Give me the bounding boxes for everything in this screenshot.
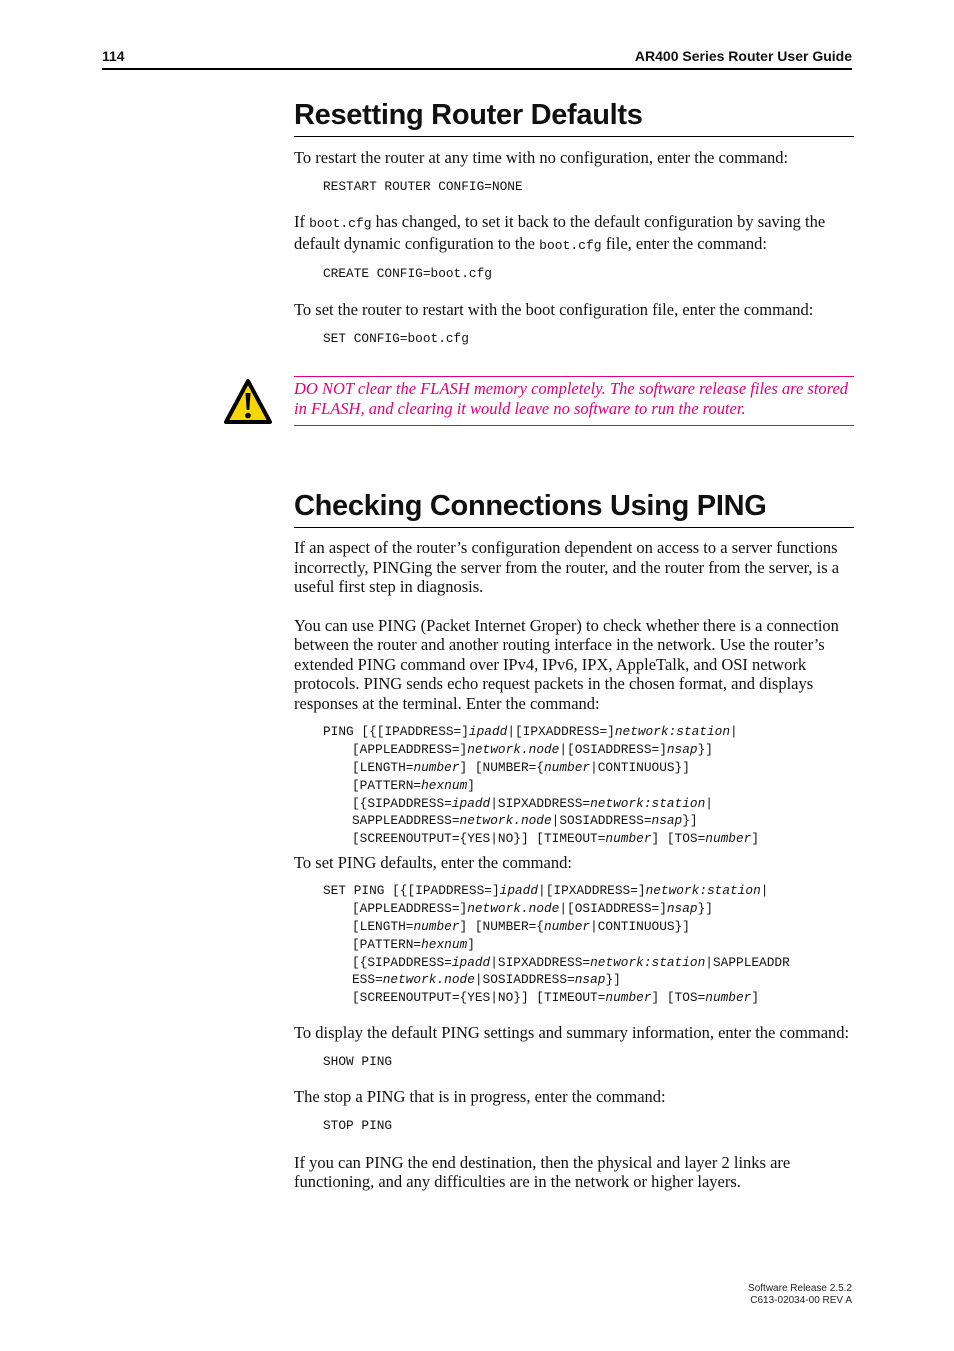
command-line: SET CONFIG=boot.cfg — [323, 330, 469, 346]
syntax-keyword: ] — [467, 777, 475, 793]
syntax-line — [323, 830, 854, 848]
software-release: Software Release 2.5.2 — [748, 1283, 852, 1294]
guide-title: AR400 Series Router User Guide — [634, 48, 852, 64]
filename-code: boot.cfg — [539, 237, 602, 253]
document-id: C613-02034-00 REV A — [750, 1295, 852, 1306]
syntax-keyword: ] [TOS= — [651, 990, 706, 1006]
syntax-parameter: hexnum — [421, 936, 468, 952]
syntax-parameter: number — [413, 759, 460, 775]
syntax-parameter: network:station — [590, 795, 706, 811]
syntax-parameter: network.node — [459, 813, 552, 829]
syntax-keyword: [{SIPADDRESS= — [352, 795, 452, 811]
syntax-keyword: ] [NUMBER={ — [459, 759, 544, 775]
syntax-keyword: }] — [697, 901, 713, 917]
page-footer — [748, 1283, 852, 1307]
syntax-parameter: number — [705, 831, 752, 847]
paragraph: To set the router to restart with the boot configuration file, enter the command: — [294, 300, 814, 320]
filename-code: boot.cfg — [309, 216, 372, 232]
command-line: RESTART ROUTER CONFIG=NONE — [323, 178, 523, 194]
syntax-parameter: nsap — [651, 813, 683, 829]
syntax-keyword: | — [730, 724, 738, 740]
syntax-keyword: [APPLEADDRESS=] — [352, 742, 468, 758]
syntax-keyword: |SOSIADDRESS= — [551, 813, 652, 829]
syntax-keyword: | — [760, 883, 769, 899]
syntax-keyword: |CONTINUOUS}] — [590, 759, 690, 775]
syntax-parameter: hexnum — [421, 777, 468, 793]
warning-text: DO NOT clear the FLASH memory completely. The software release files are stored in FLASH, and clearing it would leave no software to run the router. — [294, 379, 849, 418]
command-line: STOP PING — [323, 1117, 393, 1133]
syntax-parameter: ipadd — [499, 883, 539, 899]
paragraph: The stop a PING that is in progress, enter the command: — [294, 1087, 666, 1107]
syntax-keyword: ] — [467, 936, 475, 952]
syntax-line — [323, 954, 854, 972]
syntax-keyword: |SIPXADDRESS= — [490, 954, 591, 970]
syntax-parameter: number — [605, 831, 652, 847]
paragraph: If you can PING the end destination, then the physical and layer 2 links are functioning, and any difficulties are in the network or higher layers. — [294, 1152, 791, 1192]
syntax-keyword: |[OSIADDRESS=] — [559, 742, 667, 758]
syntax-keyword: | — [705, 795, 713, 811]
syntax-keyword: ] — [751, 990, 760, 1006]
syntax-keyword: [LENGTH= — [352, 919, 414, 935]
syntax-keyword: ESS= — [352, 972, 383, 988]
syntax-parameter: network.node — [467, 742, 560, 758]
syntax-parameter: network:station — [645, 883, 761, 899]
syntax-line — [323, 723, 854, 741]
paragraph: If boot.cfg has changed, to set it back to the default configuration by saving the default dynamic configuration to the boot.cfg file, enter the command: — [294, 212, 826, 253]
syntax-parameter: number — [544, 919, 591, 935]
paragraph: If an aspect of the router’s configuration dependent on access to a server functions incorrectly, PINGing the server from the router, and the router from the server, is a useful first step in diagnosis. — [294, 538, 840, 597]
syntax-keyword: |SOSIADDRESS= — [474, 972, 575, 988]
syntax-keyword: [PATTERN= — [352, 936, 422, 952]
syntax-parameter: nsap — [666, 901, 698, 917]
syntax-line — [323, 741, 854, 759]
syntax-keyword: |SAPPLEADDR — [705, 954, 790, 970]
command-line: CREATE CONFIG=boot.cfg — [323, 266, 492, 282]
syntax-keyword: SAPPLEADDRESS= — [352, 813, 460, 829]
page-number: 114 — [102, 48, 125, 64]
syntax-parameter: ipadd — [451, 954, 491, 970]
syntax-parameter: nsap — [666, 742, 698, 758]
warning-triangle-icon — [223, 378, 273, 426]
syntax-keyword: [LENGTH= — [352, 759, 414, 775]
syntax-keyword: [APPLEADDRESS=] — [352, 901, 468, 917]
ping-command-syntax — [323, 723, 854, 848]
section-heading-ping: Checking Connections Using PING — [294, 487, 854, 528]
syntax-parameter: number — [705, 990, 752, 1006]
syntax-parameter: network.node — [382, 972, 475, 988]
paragraph: To set PING defaults, enter the command: — [294, 852, 572, 872]
syntax-line — [323, 971, 854, 989]
syntax-keyword: SET PING [{[IPADDRESS=] — [323, 883, 500, 899]
syntax-keyword: ] [NUMBER={ — [459, 919, 544, 935]
syntax-parameter: number — [544, 759, 591, 775]
paragraph: To display the default PING settings and summary information, enter the command: — [294, 1023, 850, 1043]
syntax-keyword: |[IPXADDRESS=] — [507, 724, 615, 740]
syntax-keyword: |SIPXADDRESS= — [490, 795, 591, 811]
syntax-parameter: nsap — [574, 972, 606, 988]
syntax-keyword: ] — [751, 831, 760, 847]
syntax-keyword: |[IPXADDRESS=] — [538, 883, 646, 899]
syntax-parameter: network.node — [467, 901, 560, 917]
paragraph: To restart the router at any time with no configuration, enter the command: — [294, 148, 789, 167]
warning-box — [294, 376, 854, 426]
syntax-line — [323, 989, 854, 1007]
syntax-line — [323, 882, 854, 900]
syntax-keyword: PING [{[IPADDRESS=] — [323, 724, 469, 740]
syntax-keyword: }] — [605, 972, 621, 988]
syntax-keyword: |[OSIADDRESS=] — [559, 901, 667, 917]
page-header — [102, 48, 852, 70]
syntax-line — [323, 918, 854, 936]
syntax-parameter: network:station — [614, 724, 731, 740]
set-ping-command-syntax — [323, 882, 854, 1007]
syntax-line — [323, 812, 854, 830]
syntax-parameter: network:station — [590, 954, 706, 970]
syntax-line — [323, 936, 854, 954]
syntax-keyword: ] [TOS= — [651, 831, 706, 847]
syntax-line — [323, 777, 854, 795]
syntax-keyword: [SCREENOUTPUT={YES|NO}] [TIMEOUT= — [352, 831, 606, 847]
section-heading-resetting: Resetting Router Defaults — [294, 96, 854, 137]
command-line: SHOW PING — [323, 1053, 393, 1069]
syntax-keyword: [PATTERN= — [352, 777, 422, 793]
syntax-parameter: ipadd — [468, 724, 508, 740]
syntax-keyword: }] — [682, 813, 698, 829]
syntax-keyword: [SCREENOUTPUT={YES|NO}] [TIMEOUT= — [352, 990, 606, 1006]
syntax-line — [323, 795, 854, 813]
syntax-keyword: [{SIPADDRESS= — [352, 954, 452, 970]
syntax-line — [323, 900, 854, 918]
syntax-keyword: |CONTINUOUS}] — [590, 919, 690, 935]
syntax-parameter: number — [605, 990, 652, 1006]
syntax-parameter: ipadd — [451, 795, 491, 811]
syntax-keyword: }] — [697, 742, 713, 758]
page-content — [294, 96, 854, 1192]
syntax-line — [323, 759, 854, 777]
syntax-parameter: number — [413, 919, 460, 935]
paragraph: You can use PING (Packet Internet Groper) to check whether there is a connection between the router and another routing interface in the network. Use the router’s extended PING command over IPv4, IPv6, IPX, AppleTalk, and OSI network protocols. PING sends echo request packets in the chosen format, and displays responses at the terminal. Enter the command: — [294, 615, 839, 713]
